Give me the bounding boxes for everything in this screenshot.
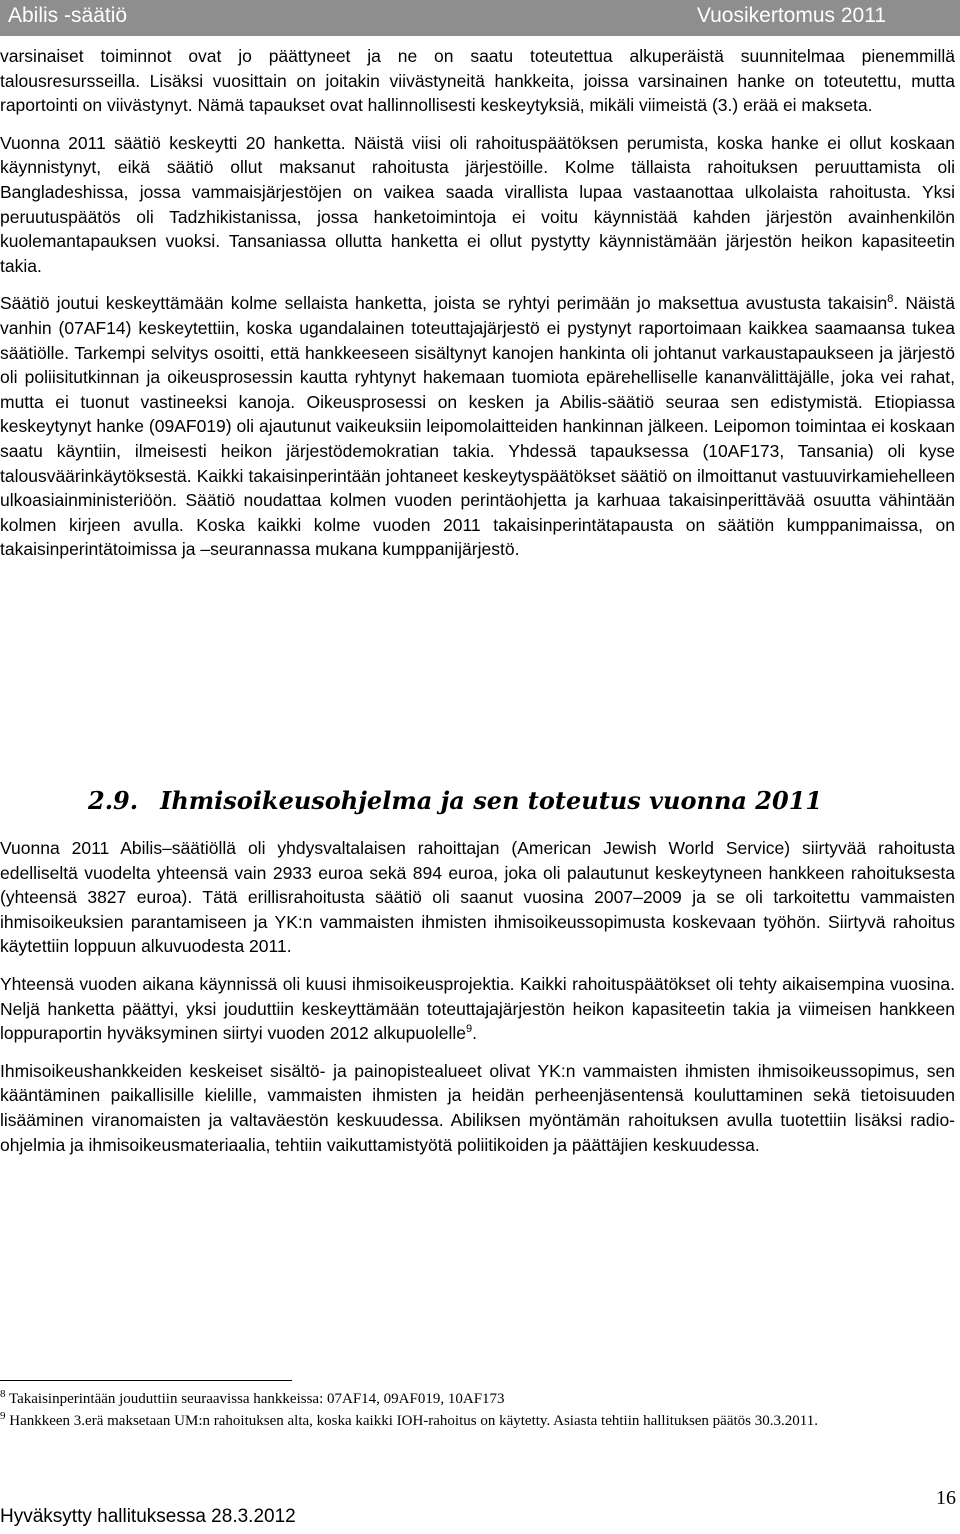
- paragraph: Vuonna 2011 Abilis–säätiöllä oli yhdysvaltalaisen rahoittajan (American Jewish World Service) siirtyvää rahoitusta edelliseltä vuodelta yhteensä vain 2933 euroa sekä 894 euroa, joka oli palautunut keskeytyneen hankkeen rahoituksesta (yhteensä 3827 euroa). Tätä erillisrahoitusta säätiö oli saanut vuosina 2007–2009 ja se oli tarkoitettu vammaisten ihmisoikeuksien parantamiseen ja YK:n vammaisten ihmisten ihmisoikeussopimusta koskevaan työhön. Siirtyvä rahoitus käytettiin loppuun alkuvuodesta 2011.: [0, 838, 955, 957]
- page-number: 16: [936, 1487, 956, 1509]
- footnote-number: 9: [0, 1410, 6, 1422]
- section-title: Ihmisoikeusohjelma ja sen toteutus vuonna 2011: [160, 786, 823, 815]
- section-body: [0, 836, 955, 1170]
- paragraph: varsinaiset toiminnot ovat jo päättyneet ja ne on saatu toteutettua alkuperäistä suunnitelmaa pienemmillä talousresursseilla. Lisäksi vuosittain on joitakin viivästyneitä hankkeita, joissa varsinainen hanke on toteutettu, mutta raportointi on viivästynyt. Nämä tapaukset ovat hallinnollisesti keskeytyksiä, mikäli viimeistä (3.) erää ei makseta.: [0, 46, 955, 116]
- paragraph: [0, 291, 955, 562]
- paragraph-text: . Näistä vanhin (07AF14) keskeytettiin, koska ugandalainen toteuttajajärjestö ei pystynyt raportoimaan kaikkea saamaansa tukea säätiölle. Tarkempi selvitys osoitti, että hankkeeseen sisältynyt kanojen hankinta oli johtanut varkaustapaukseen ja järjestö oli poliisitutkinnan ja oikeusprosessin kautta ryhtynyt hakemaan tuomiota epärehelliselle kananvälittäjälle, joka vei rahat, mutta ei tuonut vastineeksi kanoja. Oikeusprosessi on kesken ja Abilis-säätiö seuraa sen edistymistä. Etiopiassa keskeytynyt hanke (09AF019) oli ajautunut vaikeuksiin leipomolaitteiden hankinnan jälkeen. Leipomon toimintaa ei koskaan saatu käyntiin, ilmeisesti heikon järjestödemokratian takia. Yhdessä tapauksessa (10AF173, Tansania) oli kyse talousväärinkäytöksestä. Kaikki takaisinperintään johtaneet keskeytyspäätökset säätiö on ilmoittanut vastuuvirkamiehelleen ulkoasiainministeriöön. Säätiö noudattaa kolmen vuoden perintäohjetta ja karhuaa takaisinperittävää osuutta vähintään kolmen kirjeen avulla. Koska kaikki kolme vuoden 2011 takaisinperintätapausta on säätiön kumppanimaissa, on takaisinperintätoimissa ja –seurannassa mukana kumppanijärjestö.: [0, 293, 955, 560]
- page-header: [0, 0, 960, 36]
- footnote-ref: 9: [465, 1023, 473, 1036]
- footnotes: [0, 1390, 955, 1434]
- page-footer: [0, 1474, 960, 1534]
- footnote: [0, 1412, 955, 1431]
- section-heading: [88, 786, 822, 815]
- paragraph-text: .: [472, 1023, 477, 1044]
- paragraph: Ihmisoikeushankkeiden keskeiset sisältö- ja painopistealueet olivat YK:n vammaisten ihmisten ihmisoikeussopimus, sen kääntäminen paikallisille kielille, vammaisten ihmisten ja heidän perheenjäsentensä kouluttaminen sekä tietoisuuden lisääminen viranomaisten ja valtaväestön keskuudessa. Abiliksen myöntämän rahoituksen avulla tuotettiin lisäksi radio-ohjelmia ja ihmisoikeusmateriaalia, tehtiin vaikuttamistyötä poliitikoiden ja päättäjien keskuudessa.: [0, 1060, 955, 1155]
- paragraph: [0, 972, 955, 1046]
- footnote-divider: [0, 1380, 292, 1381]
- footnote-number: 8: [0, 1388, 6, 1400]
- paragraph: Vuonna 2011 säätiö keskeytti 20 hanketta. Näistä viisi oli rahoituspäätöksen perumista, koska hanke ei ollut koskaan käynnistynyt, eikä säätiö ollut maksanut rahoitusta järjestöille. Kolme tällaista rahoituksen peruuttamista oli Bangladeshissa, jossa vammaisjärjestöjen on vaikea saada virallista lupaa vastaanottaa ulkolaista rahoitusta. Yksi peruutuspäätös oli Tadzhikistanissa, jossa hanketoimintoja ei voitu käynnistää kahden järjestön avainhenkilön kuolemantapauksen vuoksi. Tansaniassa ollutta hanketta ei ollut pystytty käynnistämään järjestön heikon kapasiteetin takia.: [0, 132, 955, 276]
- footnote-ref: 8: [887, 293, 894, 306]
- footnote: [0, 1390, 955, 1409]
- header-org-name: Abilis -säätiö: [8, 4, 128, 27]
- paragraph-text: Yhteensä vuoden aikana käynnissä oli kuusi ihmisoikeusprojektia. Kaikki rahoituspäätökset oli tehty aikaisempina vuosina. Neljä hanketta päättyi, yksi jouduttiin keskeyttämään toteuttajajärjestön heikon kapasiteetin takia ja viimeisen hankkeen loppuraportin hyväksyminen siirtyi vuoden 2012 alkupuolelle: [0, 973, 955, 1044]
- section-number: 2.9.: [88, 786, 139, 815]
- footnote-text: Hankkeen 3.erä maksetaan UM:n rahoituksen alta, koska kaikki IOH-rahoitus on käytetty. Asiasta tehtiin hallituksen päätös 30.3.2011.: [5, 1413, 818, 1429]
- body-text: [0, 44, 955, 575]
- approval-note: Hyväksytty hallituksessa 28.3.2012: [0, 1506, 296, 1527]
- paragraph-text: Säätiö joutui keskeyttämään kolme sellaista hanketta, joista se ryhtyi perimään jo maksettua avustusta takaisin: [0, 293, 888, 314]
- footnote-text: Takaisinperintään jouduttiin seuraavissa hankkeissa: 07AF14, 09AF019, 10AF173: [5, 1391, 505, 1407]
- header-report-title: Vuosikertomus 2011: [696, 4, 886, 27]
